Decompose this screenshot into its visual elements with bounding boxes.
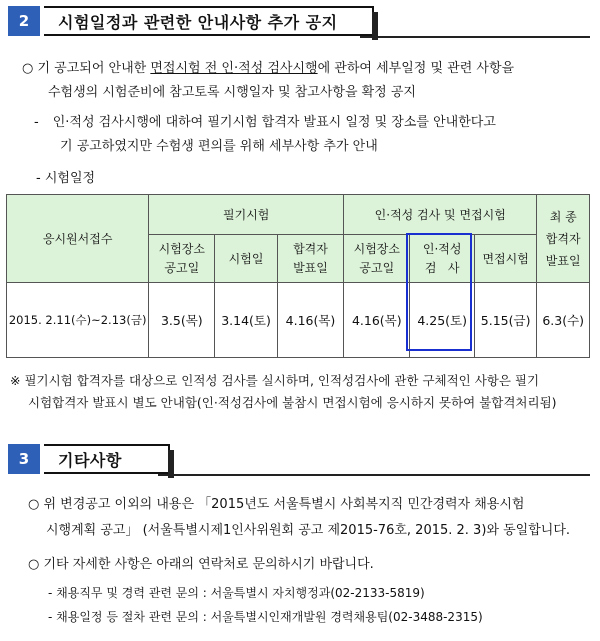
section-2-title-text: 시험일정과 관련한 안내사항 추가 공지 xyxy=(58,12,338,32)
cell-written-results: 4.16(목) xyxy=(277,283,343,358)
schedule-table xyxy=(6,194,590,358)
para1-underlined: 면접시험 전 인·적성 검사시행 xyxy=(150,61,318,76)
schedule-label: - 시험일정 xyxy=(36,171,96,186)
contact-line-2: - 채용일정 등 절차 관련 문의 : 서울특별시인재개발원 경력채용팀(02-3488-2315) xyxy=(48,610,483,624)
para3-line1-text: 위 변경공고 이외의 내용은 「2015년도 서울특별시 사회복지직 민간경력자 채용시험 xyxy=(43,497,525,512)
header-aptitude-interview: 인·적성 검사 및 면접시험 xyxy=(344,195,537,235)
para1-bullet: ○ xyxy=(22,61,34,76)
cell-reception: 2015. 2.11(수)~2.13(금) xyxy=(7,283,149,358)
section-3-title xyxy=(44,444,170,474)
para2-bullet: - xyxy=(34,115,39,130)
section-3-number: 3 xyxy=(8,444,40,474)
para3-line1 xyxy=(28,496,524,514)
section-3-rule xyxy=(158,474,590,476)
note-line1: ※ 필기시험 합격자를 대상으로 인적성 검사를 실시하며, 인적성검사에 관한 구체적인 사항은 필기 xyxy=(10,373,540,388)
para1-line1-post: 에 관하여 세부일정 및 관련 사항을 xyxy=(317,61,515,76)
subheader-written-date: 시험일 xyxy=(215,235,278,283)
para1-line2: 수험생의 시험준비에 참고토록 시행일자 및 참고사항을 확정 공지 xyxy=(48,85,416,100)
contact-line-1: - 채용직무 및 경력 관련 문의 : 서울특별시 자치행정과(02-2133-5819) xyxy=(48,586,425,600)
para1-line1 xyxy=(22,60,514,78)
aptitude-highlight-box xyxy=(406,233,472,351)
cell-written-date: 3.14(토) xyxy=(215,283,278,358)
subheader-aptitude-test: 인·적성 검 사 xyxy=(410,235,474,283)
para4-bullet: ○ xyxy=(28,557,40,572)
cell-final-announcement: 6.3(수) xyxy=(537,283,590,358)
note-line2: 시험합격자 발표시 별도 안내함(인·적성검사에 불참시 면접시험에 응시하지 못하여 불합격처리됨) xyxy=(28,395,557,410)
para3-bullet: ○ xyxy=(28,497,40,512)
section-2-header xyxy=(8,6,374,36)
section-2-number: 2 xyxy=(8,6,40,36)
subheader-written-results: 합격자 발표일 xyxy=(277,235,343,283)
section-2-title xyxy=(44,6,374,36)
subheader-aptitude-venue: 시험장소 공고일 xyxy=(344,235,410,283)
para3-line2: 시행계획 공고」 (서울특별시제1인사위원회 공고 제2015-76호, 2015. 2. 3)와 동일합니다. xyxy=(46,523,571,538)
header-written-exam: 필기시험 xyxy=(149,195,344,235)
section-2-rule xyxy=(360,36,590,38)
para4-line1 xyxy=(28,556,374,574)
cell-interview: 5.15(금) xyxy=(474,283,537,358)
cell-aptitude-venue: 4.16(목) xyxy=(344,283,410,358)
header-reception: 응시원서접수 xyxy=(7,195,149,283)
subheader-interview: 면접시험 xyxy=(474,235,537,283)
cell-aptitude-test: 4.25(토) xyxy=(410,283,474,358)
para2-line1 xyxy=(34,114,496,132)
para2-line1-text: 인·적성 검사시행에 대하여 필기시험 합격자 발표시 일정 및 장소를 안내한다고 xyxy=(52,115,496,130)
header-final-announcement: 최 종 합격자 발표일 xyxy=(537,195,590,283)
section-3-title-text: 기타사항 xyxy=(58,450,122,470)
para1-line1-pre: 기 공고되어 안내한 xyxy=(37,61,151,76)
para2-line2: 기 공고하였지만 수험생 편의를 위해 세부사항 추가 안내 xyxy=(60,139,378,154)
section-3-header xyxy=(8,444,170,474)
cell-written-venue: 3.5(목) xyxy=(149,283,215,358)
subheader-written-venue: 시험장소 공고일 xyxy=(149,235,215,283)
para4-line1-text: 기타 자세한 사항은 아래의 연락처로 문의하시기 바랍니다. xyxy=(43,557,374,572)
